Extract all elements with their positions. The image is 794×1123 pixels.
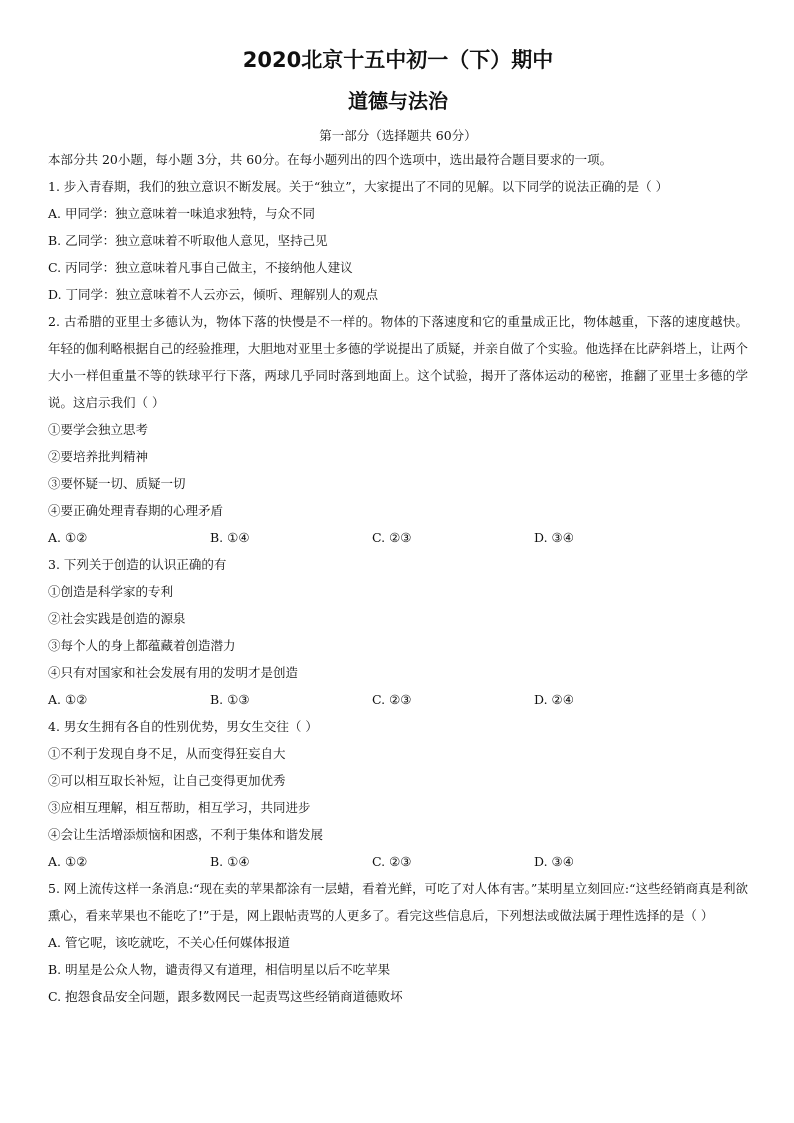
instructions: 本部分共 20小题，每小题 3分，共 60分。在每小题列出的四个选项中，选出最符合题目要求的一项。 [48,152,613,167]
option-d: D. ②④ [534,692,574,707]
question-stem: 4. 男女生拥有各自的性别优势，男女生交往（ ） [48,719,318,734]
options-row [48,524,748,551]
statement-2: ②要培养批判精神 [48,449,149,464]
question-stem: 3. 下列关于创造的认识正确的有 [48,557,227,572]
option-d: D. ③④ [534,530,574,545]
statement-2: ②可以相互取长补短，让自己变得更加优秀 [48,773,286,788]
option-c: C. ②③ [372,854,412,869]
section-heading: 第一部分（选择题共 60分） [319,128,477,143]
option-a: A. ①② [48,530,88,545]
option-a: A. ①② [48,692,88,707]
statement-1: ①不利于发现自身不足，从而变得狂妄自大 [48,746,286,761]
question-4 [48,713,748,875]
options-row [48,848,748,875]
option-c: C. 丙同学：独立意味着凡事自己做主，不接纳他人建议 [48,260,353,275]
question-3 [48,551,748,713]
statement-3: ③应相互理解，相互帮助，相互学习，共同进步 [48,800,311,815]
question-1 [48,173,748,308]
statement-2: ②社会实践是创造的源泉 [48,611,186,626]
statement-1: ①创造是科学家的专利 [48,584,174,599]
option-d: D. ③④ [534,854,574,869]
option-a: A. 管它呢，该吃就吃，不关心任何媒体报道 [48,935,290,950]
option-b: B. 明星是公众人物，谴责得又有道理，相信明星以后不吃苹果 [48,962,391,977]
statement-3: ③每个人的身上都蕴藏着创造潜力 [48,638,236,653]
question-stem: 1. 步入青春期，我们的独立意识不断发展。关于“独立”，大家提出了不同的见解。以下同学的说法正确的是（ ） [48,179,669,194]
options-row [48,686,748,713]
option-a: A. 甲同学：独立意味着一味追求独特，与众不同 [48,206,315,221]
option-d: D. 丁同学：独立意味着不人云亦云，倾听、理解别人的观点 [48,287,379,302]
option-c: C. ②③ [372,530,412,545]
question-stem: 2. 古希腊的亚里士多德认为，物体下落的快慢是不一样的。物体的下落速度和它的重量成正比，物体越重，下落的速度越快。年轻的伽利略根据自己的经验推理，大胆地对亚里士多德的学说提出了质疑，并亲自做了个实验。他选择在比萨斜塔上，让两个大小一样但重量不等的铁球平行下落，两球几乎同时落到地面上。这个试验，揭开了落体运动的秘密，推翻了亚里士多德的学说。这启示我们（ ） [48,314,749,410]
statement-4: ④要正确处理青春期的心理矛盾 [48,503,224,518]
exam-title: 2020北京十五中初一（下）期中 [242,48,554,72]
option-b: B. 乙同学：独立意味着不听取他人意见，坚持己见 [48,233,328,248]
statement-3: ③要怀疑一切、质疑一切 [48,476,186,491]
statement-4: ④会让生活增添烦恼和困惑，不利于集体和谐发展 [48,827,324,842]
option-c: C. ②③ [372,692,412,707]
question-stem: 5. 网上流传这样一条消息:“现在卖的苹果都涂有一层蜡，看着光鲜，可吃了对人体有害。”某明星立刻回应:“这些经销商真是利欲熏心，看来苹果也不能吃了!”于是，网上跟帖责骂的人更多了。看完这些信息后，下列想法或做法属于理性选择的是（ ） [48,881,748,923]
option-b: B. ①③ [210,692,250,707]
option-a: A. ①② [48,854,88,869]
option-b: B. ①④ [210,530,250,545]
statement-4: ④只有对国家和社会发展有用的发明才是创造 [48,665,299,680]
statement-1: ①要学会独立思考 [48,422,149,437]
question-2 [48,308,748,551]
option-c: C. 抱怨食品安全问题，跟多数网民一起责骂这些经销商道德败坏 [48,989,403,1004]
subject-title: 道德与法治 [348,89,448,113]
option-b: B. ①④ [210,854,250,869]
exam-page [48,46,748,1010]
question-5 [48,875,748,1010]
